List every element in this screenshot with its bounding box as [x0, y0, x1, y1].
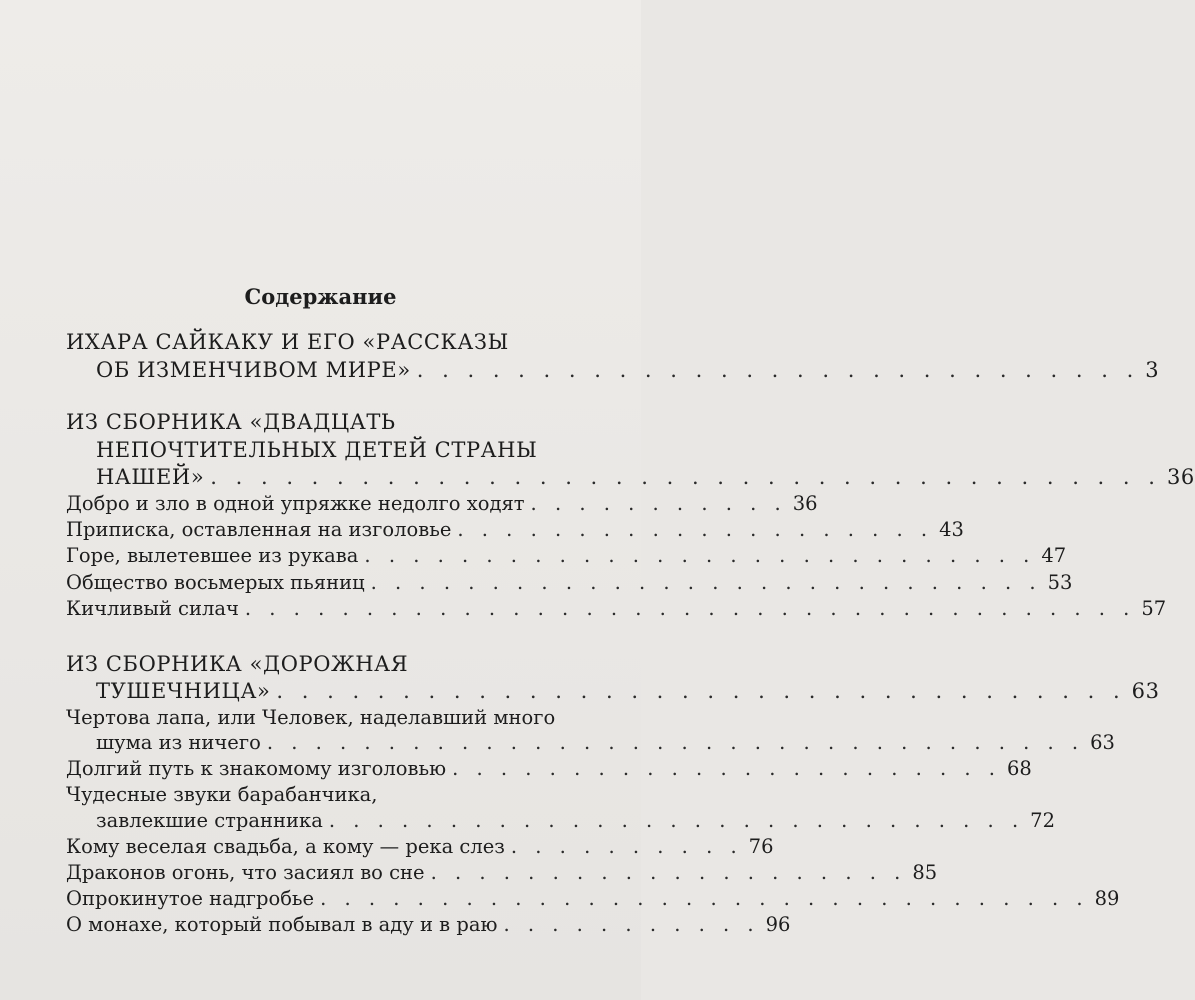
- toc-entry-text: Чудесные звуки барабанчика,: [66, 783, 378, 806]
- toc-entry: [66, 518, 964, 542]
- toc-section-heading: [66, 330, 568, 354]
- toc-entry: [96, 731, 1115, 755]
- toc-page-number: 76: [748, 835, 774, 858]
- toc-section-heading: [66, 410, 568, 434]
- toc-page-number: 36: [792, 492, 818, 515]
- toc-section-heading: [66, 652, 568, 676]
- toc-page-number: 47: [1041, 544, 1067, 567]
- toc-entry: [66, 913, 791, 937]
- toc-entry: [96, 465, 1195, 489]
- toc-entry: [66, 783, 568, 807]
- toc-entry-text: Кому веселая свадьба, а кому — река слез: [66, 835, 505, 858]
- toc-page-number: 53: [1047, 571, 1073, 594]
- toc-entry-text: О монахе, который побывал в аду и в раю: [66, 913, 498, 936]
- toc-page-number: 3: [1145, 358, 1160, 382]
- toc-entry-text: ИЗ СБОРНИКА «ДВАДЦАТЬ: [66, 410, 396, 434]
- dot-leader: . . . . . . . . . . . . . . . . . . . . . . . . . . . . . . . . . .: [266, 731, 1085, 754]
- toc-entry: [66, 706, 568, 730]
- dot-leader: . . . . . . . . . . . . . . . . . . . . . . . . . . . . .: [328, 809, 1025, 832]
- toc-page-number: 85: [912, 861, 938, 884]
- toc-entry-text: Общество восьмерых пьяниц: [66, 571, 365, 594]
- toc-entry-text: завлекшие странника: [96, 809, 323, 832]
- toc-entry-text: НЕПОЧТИТЕЛЬНЫХ ДЕТЕЙ СТРАНЫ: [96, 438, 538, 462]
- toc-page-number: 68: [1007, 757, 1032, 780]
- toc-entry-text: ИЗ СБОРНИКА «ДОРОЖНАЯ: [66, 652, 409, 676]
- toc-entry: [66, 492, 818, 516]
- dot-leader: . . . . . . . . . . . . . . . . . . . . . . . . . . . . . . . . . . . . . .: [210, 465, 1161, 489]
- toc-page-number: 89: [1094, 887, 1120, 910]
- toc-entry: [66, 835, 774, 859]
- toc-page-number: 43: [939, 518, 964, 541]
- toc-entry-text: Добро и зло в одной упряжке недолго ходят: [66, 492, 525, 515]
- toc-entry: [66, 861, 938, 885]
- toc-entry: [66, 571, 1073, 595]
- toc-entry-text: ОБ ИЗМЕНЧИВОМ МИРЕ»: [96, 358, 411, 382]
- toc-entry: [96, 358, 1160, 382]
- toc-entry-text: НАШЕЙ»: [96, 465, 205, 489]
- toc-entry-text: Долгий путь к знакомому изголовью: [66, 757, 447, 780]
- page-title: Содержание: [244, 284, 397, 309]
- toc-page-number: 63: [1131, 679, 1160, 703]
- toc-entry: [96, 809, 1055, 833]
- toc-entry-text: Приписка, оставленная на изголовье: [66, 518, 452, 541]
- toc-entry: [66, 887, 1120, 911]
- toc-page-number: 72: [1030, 809, 1055, 832]
- dot-leader: . . . . . . . . . . . . . . . . . . . . . . .: [452, 757, 1002, 780]
- toc-entry-text: Драконов огонь, что засиял во сне: [66, 861, 425, 884]
- toc-page-number: 96: [765, 913, 791, 936]
- toc-entry-text: Кичливый силач: [66, 597, 239, 620]
- dot-leader: . . . . . . . . . . . . . . . . . . . .: [457, 518, 934, 541]
- dot-leader: . . . . . . . . . . . . . . . . . . . .: [430, 861, 907, 884]
- toc-entry-text: Опрокинутое надгробье: [66, 887, 315, 910]
- dot-leader: . . . . . . . . . . .: [503, 913, 760, 936]
- dot-leader: . . . . . . . . . . . . . . . . . . . . . . . . . . . . . . . .: [320, 887, 1089, 910]
- toc-section-heading: [96, 438, 568, 462]
- toc-entry-text: шума из ничего: [96, 731, 261, 754]
- toc-page-number: 36: [1166, 465, 1195, 489]
- toc-entry: [66, 757, 1032, 781]
- dot-leader: . . . . . . . . . . . . . . . . . . . . . . . . . . . . . . . . . . . . .: [244, 597, 1136, 620]
- toc-page-number: 57: [1141, 597, 1167, 620]
- toc-entry-text: Горе, вылетевшее из рукава: [66, 544, 359, 567]
- toc-entry-text: ИХАРА САЙКАКУ И ЕГО «РАССКАЗЫ: [66, 330, 509, 354]
- dot-leader: . . . . . . . . . .: [510, 835, 743, 858]
- dot-leader: . . . . . . . . . . . . . . . . . . . . . . . . . . . . . . . . . .: [276, 679, 1126, 703]
- toc-page-number: 63: [1090, 731, 1115, 754]
- dot-leader: . . . . . . . . . . . . . . . . . . . . . . . . . . . .: [364, 544, 1036, 567]
- toc-entry-text: Чертова лапа, или Человек, наделавший много: [66, 706, 556, 729]
- toc-entry: [66, 597, 1167, 621]
- dot-leader: . . . . . . . . . . . . . . . . . . . . . . . . . . . .: [370, 571, 1042, 594]
- toc-entry: [96, 679, 1160, 703]
- toc-entry: [66, 544, 1067, 568]
- dot-leader: . . . . . . . . . . . . . . . . . . . . . . . . . . . . .: [416, 358, 1140, 382]
- dot-leader: . . . . . . . . . . .: [530, 492, 787, 515]
- toc-entry-text: ТУШЕЧНИЦА»: [96, 679, 271, 703]
